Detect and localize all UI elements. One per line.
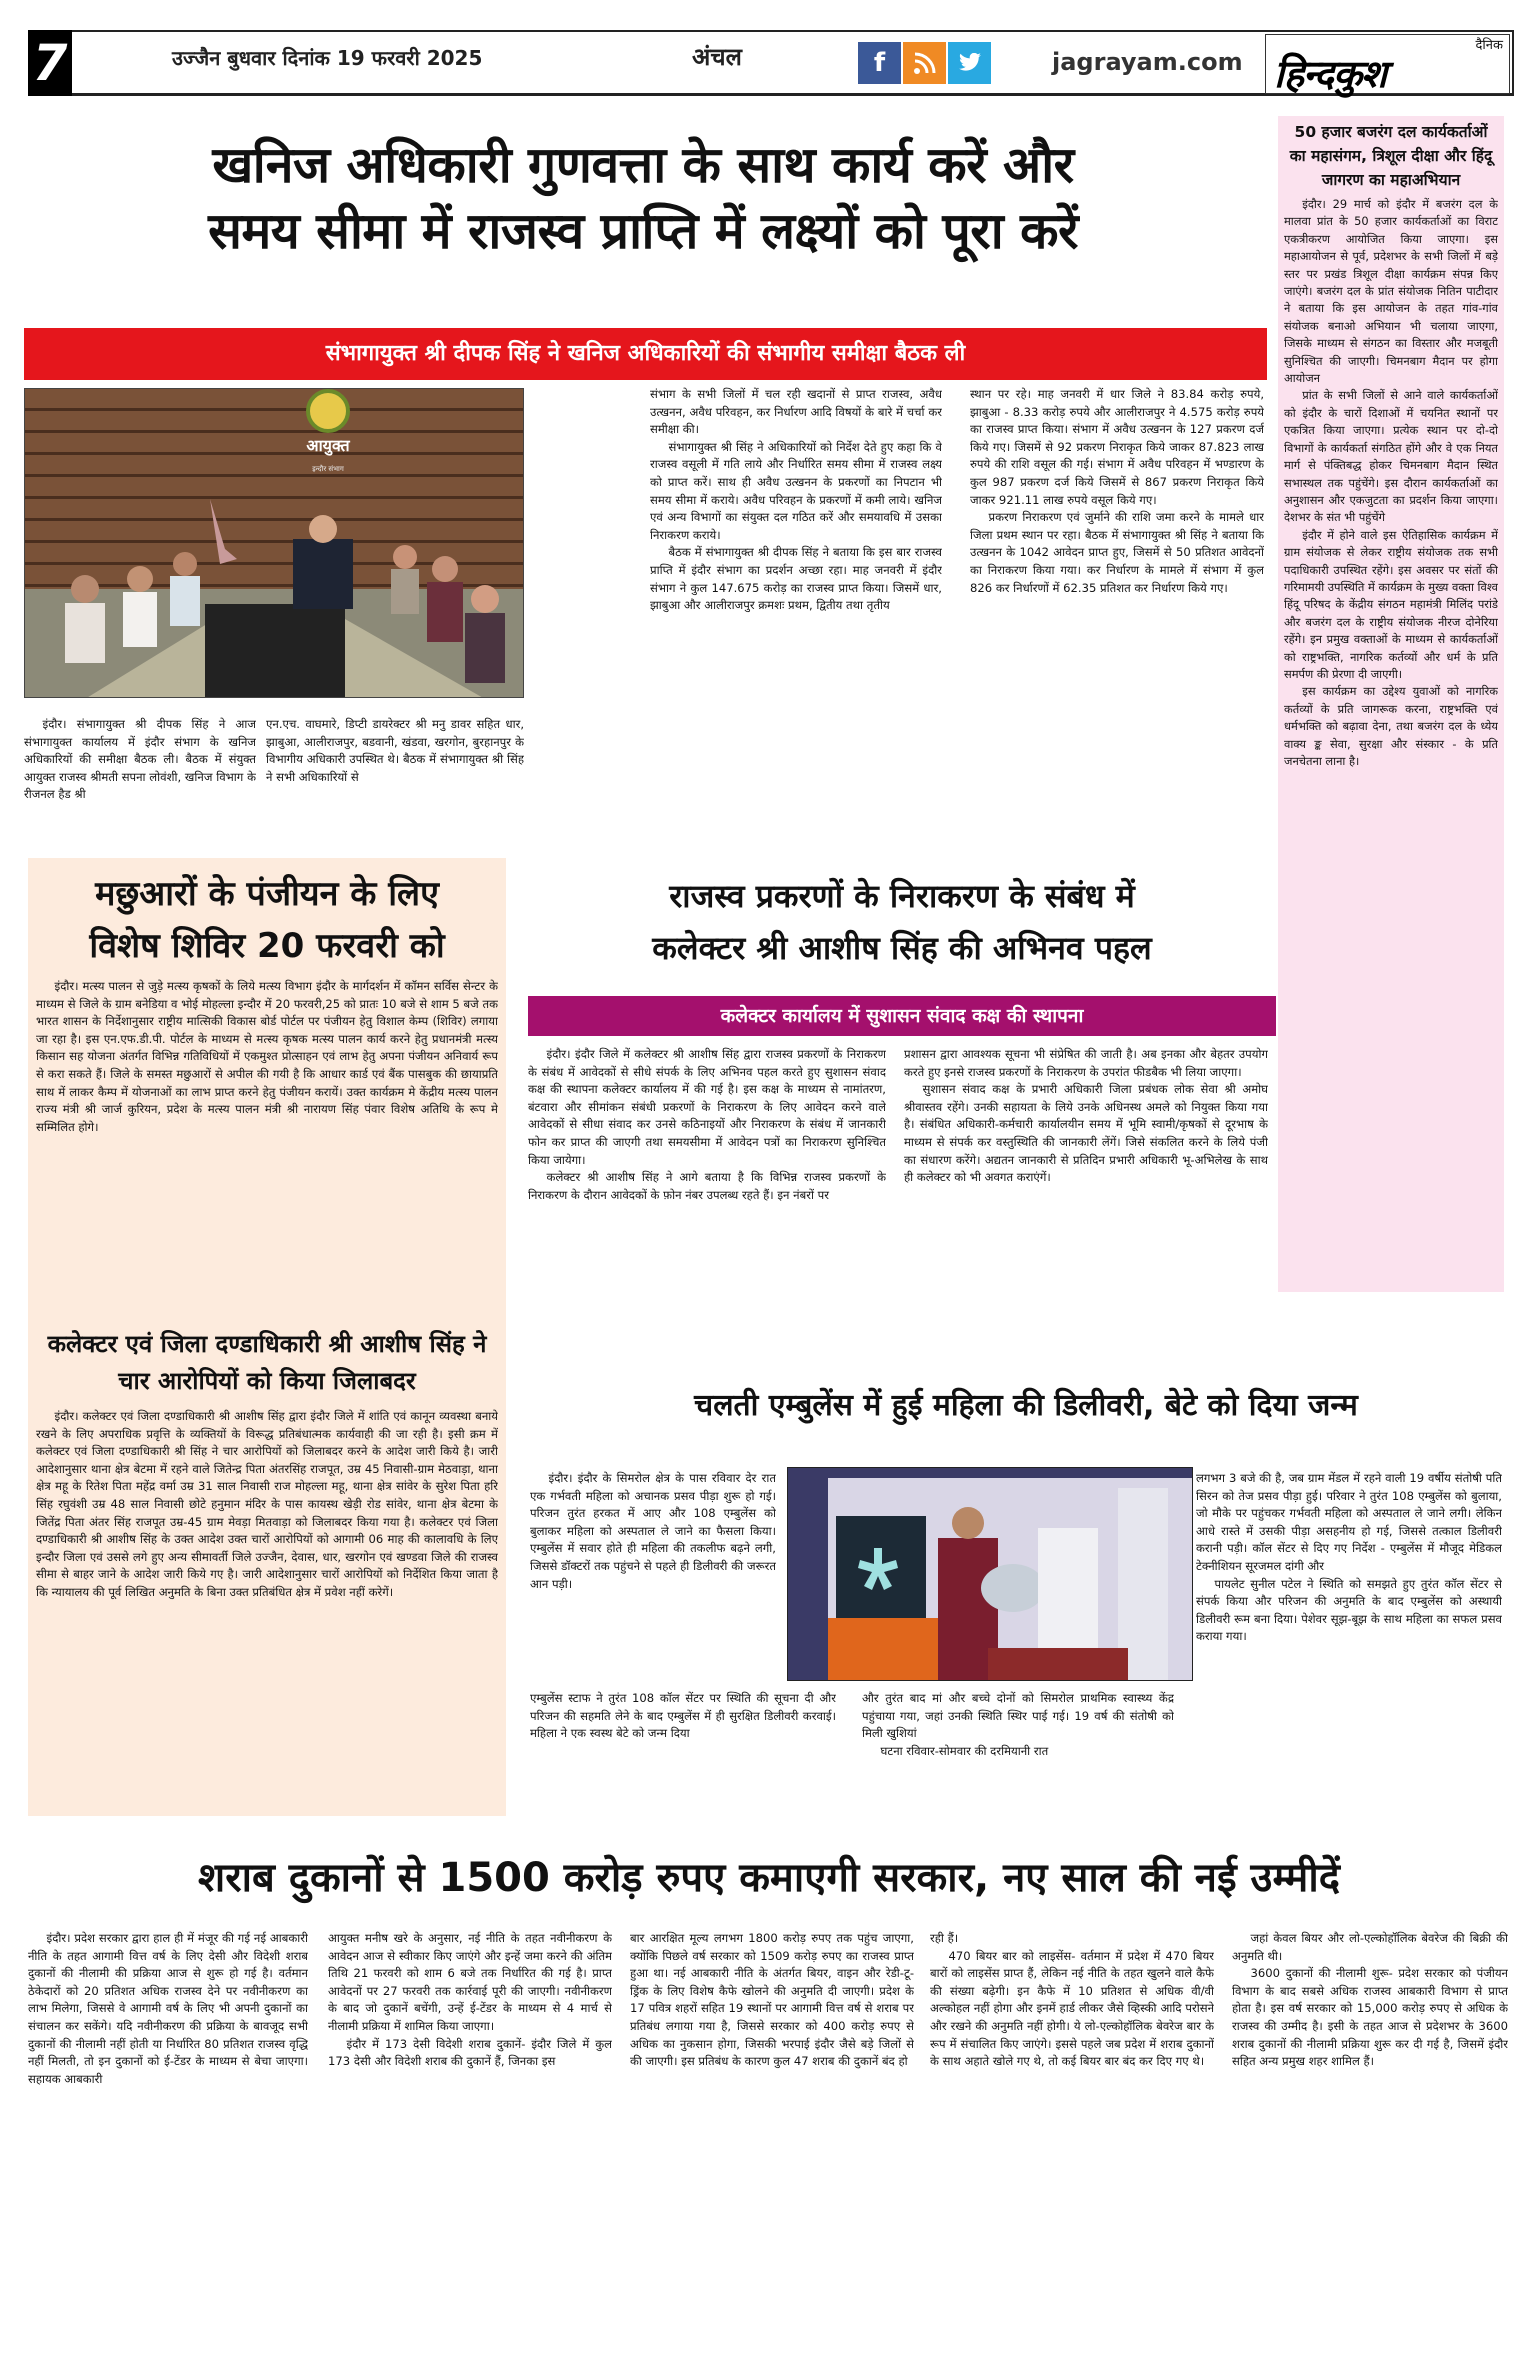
revenue-col-2 xyxy=(904,1046,1268,1187)
mining-col-1 xyxy=(24,716,256,804)
mining-para: इंदौर। संभागायुक्त श्री दीपक सिंह ने आज संभागायुक्त कार्यालय में इंदौर संभाग के खनिज अधिकारियों की समीक्षा बैठक ली। बैठक में संयुक्त आयुक्त राजस्व श्रीमती सपना लोवंशी, खनिज विभाग के रीजनल हैड श्री xyxy=(24,717,256,802)
bajrang-body xyxy=(1284,196,1498,1290)
mining-col-2 xyxy=(266,716,524,786)
bajrang-para: इंदौर में होने वाले इस ऐतिहासिक कार्यक्रम में ग्राम संयोजक से लेकर राष्ट्रीय संयोजक तक सभी पदाधिकारी उपस्थित रहेंगे। इस अवसर पर संतों की गरिमामयी उपस्थिति में कार्यक्रम के मुख्य वक्ता विश्व हिंदू परिषद के केंद्रीय संगठन महामंत्री मिलिंद परांडे और बजरंग दल के राष्ट्रीय संयोजक नीरज दोनेरिया रहेंगे। इन प्रमुख वक्ताओं के माध्यम से कार्यकर्ताओं को राष्ट्रभक्ति, नागरिक कर्तव्यों और धर्म के प्रति समर्पण की प्रेरणा दी जाएगी। xyxy=(1284,527,1498,681)
revenue-para: इंदौर। इंदौर जिले में कलेक्टर श्री आशीष सिंह द्वारा राजस्व प्रकरणों के निराकरण के संबंध में आवेदकों से सीधे संपर्क के लिए अभिनव पहल करते हुए सुशासन संवाद कक्ष की स्थापना कलेक्टर कार्यालय में की गई है। इस कक्ष के माध्यम से नामांतरण, बंटवारा और सीमांकन संबंधी प्रकरणों के निराकरण के लिए आवेदन करने वाले आवेदकों से सीधा संवाद कर उनसे कठिनाइयों और निराकरण के संबंध में जानकारी फोन कर प्राप्त की जाएगी तथा समयसीमा में आवेदन पत्रों का निराकरण सुनिश्चित किया जायेगा। xyxy=(528,1047,886,1167)
liquor-para: जहां केवल बियर और लो-एल्कोहॉलिक बेवरेज की बिक्री की अनुमति थी। xyxy=(1232,1931,1508,1963)
mining-col-4 xyxy=(970,386,1264,597)
fishermen-headline-line1: मछुआरों के पंजीयन के लिए xyxy=(95,874,439,914)
revenue-para: कलेक्टर श्री आशीष सिंह ने आगे बताया है कि विभिन्न राजस्व प्रकरणों के निराकरण के दौरान आवेदकों के फ़ोन नंबर उपलब्ध रहते हैं। इन नंबरों पर xyxy=(528,1170,886,1202)
revenue-headline-line1: राजस्व प्रकरणों के निराकरण के संबंध में xyxy=(669,877,1135,915)
revenue-para: प्रशासन द्वारा आवश्यक सूचना भी संप्रेषित की जाती है। अब इनका और बेहतर उपयोग करते हुए इनसे राजस्व प्रकरणों के निराकरण के उपरांत फीडबैक भी लिया जाएगा। xyxy=(904,1047,1268,1079)
facebook-icon[interactable]: f xyxy=(858,42,901,84)
ambulance-col-3 xyxy=(1196,1470,1502,1646)
liquor-col-2 xyxy=(328,1930,612,2071)
liquor-col-4 xyxy=(930,1930,1214,2071)
liquor-para: इंदौर में 173 देसी विदेशी शराब दुकानें- इंदौर जिले में कुल 173 देसी और विदेशी शराब की दुकानें हैं, जिनका इस xyxy=(328,2036,612,2069)
photo-sign: आयुक्त xyxy=(306,436,350,455)
mining-col-3 xyxy=(650,386,942,615)
logo-tag: दैनिक xyxy=(1475,38,1503,53)
mining-para: बैठक में संभागायुक्त श्री दीपक सिंह ने बताया कि इस बार राजस्व प्राप्ति में इंदौर संभाग का प्रदर्शन अच्छा रहा। माह जनवरी में इंदौर संभाग ने कुल 147.675 करोड़ का राजस्व प्राप्त किया। जिसमें धार, झाबुआ और आलीराजपुर क्रमशः प्रथम, द्वितीय तथा तृतीय xyxy=(650,545,942,613)
twitter-icon[interactable] xyxy=(948,42,991,84)
liquor-para: 3600 दुकानों की नीलामी शुरू- प्रदेश सरकार को पंजीयन विभाग के बाद सबसे अधिक राजस्व आबकारी विभाग से प्राप्त होता है। इस वर्ष सरकार को 15,000 करोड़ रुपए से अधिक के राजस्व की उम्मीद है। इसी के तहत आज से प्रदेशभर के 3600 शराब दुकानों की नीलामी प्रक्रिया शुरू कर दी गई है, जिसमें इंदौर सहित अन्य प्रमुख शहर शामिल हैं। xyxy=(1232,1966,1508,2069)
ambulance-col-1 xyxy=(530,1470,776,1593)
liquor-col-1 xyxy=(28,1930,308,2088)
ambulance-para: घटना रविवार-सोमवार की दरमियानी रात xyxy=(880,1743,1049,1758)
fishermen-para: इंदौर। मत्स्य पालन से जुड़े मत्स्य कृषकों के लिये मत्स्य विभाग इंदौर के मार्गदर्शन में कॉमन सर्विस सेन्टर के माध्यम से जिले के ग्राम बनेडिया व भोई मोहल्ला इन्दौर में 20 फरवरी,25 को प्रातः 10 बजे से शाम 5 बजे तक भारत शासन के निर्देशानुसार राष्ट्रीय मात्सिकी विकास बोर्ड पोर्टल पर पंजीयन हेतु विशाल केम्प (शिविर) लगाया जा रहा है। इस एन.एफ.डी.पी. पोर्टल के माध्यम से मत्स्य कृषक मत्स्य पालन कार्य करने हेतु प्रधानमंत्री मत्स्य किसान सह योजना अंतर्गत विभिन्न गतिविधियों में एकमुश्त प्रोत्साहन एवं लाभ हेतु अपना पंजीयन अनिवार्य रूप से करा सकते हैं। जिले के समस्त मछुआरों से अपील की गयी है कि आधार कार्ड एवं बैंक पासबुक की छायाप्रति साथ में लाकर कैम्प में योजनाओं का लाभ प्राप्त करने हेतु पंजीयन करायें। उक्त कार्यक्रम मे केंद्रीय मत्स्य पालन राज्य मंत्री श्री जार्ज कुरियन, प्रदेश के मत्स्य पालन मंत्री श्री नारायण सिंह पंवार विशेष अतिथि के रूप मे सम्मिलित होगे। xyxy=(36,979,498,1134)
mining-para: संभाग के सभी जिलों में चल रही खदानों से प्राप्त राजस्व, अवैध उत्खनन, अवैध परिवहन, कर निर्धारण आदि विषयों के बारे में चर्चा कर समीक्षा की। xyxy=(650,387,942,437)
ambulance-photo xyxy=(787,1467,1193,1681)
logo-name: हिन्दकुश xyxy=(1274,52,1386,96)
dateline: उज्जैन बुधवार दिनांक 19 फरवरी 2025 xyxy=(172,46,483,70)
ambulance-headline: चलती एम्बुलेंस में हुई महिला की डिलीवरी, बेटे को दिया जन्म xyxy=(694,1388,1358,1423)
mining-headline-line2: समय सीमा में राजस्व प्राप्ति में लक्ष्यों को पूरा करें xyxy=(208,202,1078,260)
liquor-para: बार आरक्षित मूल्य लगभग 1800 करोड़ रुपए तक पहुंच जाएगा, क्योंकि पिछले वर्ष सरकार को 1509 करोड़ रुपए का राजस्व प्राप्त हुआ था। नई आबकारी नीति के अंतर्गत बियर, वाइन और रेडी-टू-ड्रिंक के लिए विशेष कैफे खोलने की अनुमति दी जाएगी। प्रदेश के 17 पवित्र शहरों सहित 19 स्थानों पर आगामी वित्त वर्ष से शराब पर प्रतिबंध लगाया गया है, जिससे सरकार को 400 करोड़ रुपए से अधिक का नुकसान होगा, जिसकी भरपाई इंदौर जैसे बड़े जिलों से की जाएगी। इस प्रतिबंध के कारण कुल 47 शराब की दुकानें बंद हो xyxy=(630,1931,914,2069)
revenue-para: सुशासन संवाद कक्ष के प्रभारी अधिकारी जिला प्रबंधक लोक सेवा श्री अमोघ श्रीवास्तव रहेंगे। उनकी सहायता के लिये उनके अधिनस्थ अमले को नियुक्त किया गया है। संबंधित अधिकारी-कर्मचारी कार्यालयीन समय में भूमि स्वामी/कृषकों से दूरभाष के माध्यम से संपर्क कर वस्तुस्थिति की जानकारी लेंगें। जिसे संकलित करने के लिये पंजी का संधारण करेंगे। अद्यतन जानकारी से प्रतिदिन प्रभारी अधिकारी भू-अभिलेख के साथ ही कलेक्टर को भी अवगत कराएंगें। xyxy=(904,1082,1268,1185)
meeting-photo xyxy=(24,388,524,698)
exile-headline: कलेक्टर एवं जिला दण्डाधिकारी श्री आशीष सिंह ने चार आरोपियों को किया जिलाबदर xyxy=(47,1330,487,1395)
fishermen-body xyxy=(36,978,498,1136)
mining-headline-line1: खनिज अधिकारी गुणवत्ता के साथ कार्य करें और xyxy=(212,136,1074,194)
liquor-para: इंदौर। प्रदेश सरकार द्वारा हाल ही में मंजूर की गई नई आबकारी नीति के तहत आगामी वित्त वर्ष के लिए देसी और विदेशी शराब दुकानों की नीलामी की प्रक्रिया आज से शुरू हो गई है। वर्तमान ठेकेदारों को 20 प्रतिशत अधिक राजस्व देने पर नवीनीकरण का लाभ मिलेगा, जिससे वे आगामी वर्ष के लिए भी अपनी दुकानों का संचालन कर सकेंगे। यदि नवीनीकरण की प्रक्रिया के बावजूद सभी दुकानों की नीलामी नहीं होती या निर्धारित 80 प्रतिशत राजस्व वृद्धि नहीं मिलती, तो इन दुकानों को ई-टेंडर के माध्यम से बेचा जाएगा। सहायक आबकारी xyxy=(28,1931,308,2086)
fishermen-headline-line2: विशेष शिविर 20 फरवरी को xyxy=(89,926,445,966)
rss-icon[interactable] xyxy=(903,42,946,84)
revenue-col-1 xyxy=(528,1046,886,1204)
mining-para: एन.एच. वाघमारे, डिप्टी डायरेक्टर श्री मनु डावर सहित धार, झाबुआ, आलीराजपुर, बडवानी, खंडवा, खरगोन, बुरहानपुर के विभागीय अधिकारी उपस्थित थे। बैठक में संभागायुक्त श्री सिंह ने सभी अधिकारियों से xyxy=(266,717,524,784)
ambulance-para: लगभग 3 बजे की है, जब ग्राम मेंडल में रहने वाली 19 वर्षीय संतोषी पति सिरन को तेज प्रसव पीड़ा हुई। परिवार ने तुरंत 108 एम्बुलेंस को बुलाया, जो मौके पर पहुंचकर गर्भवती महिला को अस्पताल ले जाने लगी। लेकिन आधे रास्ते में उसकी पीड़ा असहनीय हो गई, जिससे तत्काल डिलीवरी करानी पड़ी। कॉल सेंटर से दिए गए निर्देश - एम्बुलेंस में मौजूद मेडिकल टेक्नीशियन सूरजमल दांगी और xyxy=(1196,1471,1502,1573)
mining-subhead: संभागायुक्त श्री दीपक सिंह ने खनिज अधिकारियों की संभागीय समीक्षा बैठक ली xyxy=(24,328,1267,380)
mining-para: संभागायुक्त श्री सिंह ने अधिकारियों को निर्देश देते हुए कहा कि वे राजस्व वसूली में गति लाये और निर्धारित समय सीमा में राजस्व लक्ष्य को प्राप्त करें। साथ ही अवैध उत्खनन के प्रकरणों का निपटान भी समय सीमा में कराये। अवैध परिवहन के प्रकरणों में कमी लाये। खनिज एवं अन्य विभागों का संयुक्त दल गठित करें और समयावधि में उसका निराकरण कराये। xyxy=(650,439,942,542)
bajrang-para: इस कार्यक्रम का उद्देश्य युवाओं को नागरिक कर्तव्यों के प्रति जागरूक करना, राष्ट्रभक्ति एवं धर्मभक्ति को बढ़ावा देना, तथा बजरंग दल के ध्येय वाक्य ङ्क सेवा, सुरक्षा और संस्कार - के प्रति जनचेतना लाना है। xyxy=(1284,684,1498,768)
revenue-subhead: कलेक्टर कार्यालय में सुशासन संवाद कक्ष की स्थापना xyxy=(528,996,1276,1036)
photo-subsign: इन्दौर संभाग xyxy=(312,465,344,473)
section-name: अंचल xyxy=(692,43,742,71)
ambulance-para: और तुरंत बाद मां और बच्चे दोनों को सिमरोल प्राथमिक स्वास्थ्य केंद्र पहुंचाया गया, जहां उनकी स्थिति स्थिर पाई गई। 19 वर्ष की संतोषी को मिली खुशियां xyxy=(862,1691,1174,1741)
liquor-col-3 xyxy=(630,1930,914,2071)
ambulance-para: एम्बुलेंस स्टाफ ने तुरंत 108 कॉल सेंटर पर स्थिति की सूचना दी और परिजन की सहमति लेने के बाद एम्बुलेंस में ही सुरक्षित डिलीवरी करवाई। महिला ने एक स्वस्थ बेटे को जन्म दिया xyxy=(530,1691,836,1741)
exile-para: इंदौर। कलेक्टर एवं जिला दण्डाधिकारी श्री आशीष सिंह द्वारा इंदौर जिले में शांति एवं कानून व्यवस्था बनाये रखने के लिए अपराधिक प्रवृत्ति के व्यक्तियों के विरूद्ध प्रतिबंधात्मक कार्यवाही की जा रही है। इसी क्रम में कलेक्टर एवं जिला दण्डाधिकारी श्री सिंह ने चार आरोपियों को जिलाबदर करने के आदेश जारी किये है। जारी आदेशानुसार थाना क्षेत्र बेटमा में रहने वाले जितेन्द्र पिता अंतरसिंह राजपूत, उम्र 45 निवासी-ग्राम मेठवाड़ा, थाना क्षेत्र महू के रितेश पिता महेंद्र वर्मा उम्र 31 साल निवासी राज मोहल्ला महू, थाना क्षेत्र सांवेर के सुरेश पिता हरि सिंह रघुवंशी उम्र 48 साल निवासी छोटे हनुमान मंदिर के पास कायस्थ खेड़ी रोड सांवेर, थाना क्षेत्र बेटमा के जितेंद्र पिता अंतर सिंह राजपूत उम्र-45 ग्राम मेवड़ा मितवाड़ा को जिलाबदर किया गया है। कलेक्टर एवं जिला दण्डाधिकारी श्री आशीष सिंह के उक्त आदेश उक्त चारों आरोपियों को आगामी 06 माह की कालावधि के लिए इन्दौर जिला एवं उससे लगे हुए अन्य सीमावर्ती जिले उज्जैन, देवास, धार, खरगोन एवं खण्डवा जिले की राजस्व सीमा से बाहर जाने के आदेश जारी किये गए है। जारी आदेशानुसार चारों आरोपियों को निर्देशित किया जाता है कि न्यायालय की पूर्व लिखित अनुमति के बिना उक्त प्रतिबंधित क्षेत्र में प्रवेश नहीं करेगें। xyxy=(36,1409,498,1599)
ambulance-para: इंदौर। इंदौर के सिमरोल क्षेत्र के पास रविवार देर रात एक गर्भवती महिला को अचानक प्रसव पीड़ा शुरू हो गई। परिजन तुरंत हरकत में आए और 108 एम्बुलेंस को बुलाकर महिला को अस्पताल ले जाने का फैसला किया। एम्बुलेंस में सवार होते ही महिला की तकलीफ बढ़ने लगी, जिससे डॉक्टरों तक पहुंचने से पहले ही डिलीवरी की जरूरत आन पड़ी। xyxy=(530,1471,776,1591)
bajrang-para: इंदौर। 29 मार्च को इंदौर में बजरंग दल के मालवा प्रांत के 50 हजार कार्यकर्ताओं का विराट एकत्रीकरण आयोजित किया जाएगा। इस महाआयोजन से पूर्व, प्रदेशभर के सभी जिलों में बड़े स्तर पर प्रखंड त्रिशूल दीक्षा कार्यक्रम संपन्न किए जाएंगे। बजरंग दल के प्रांत संयोजक नितिन पाटीदार ने बताया कि इस आयोजन के तहत गांव-गांव संयोजक बनाओ अभियान भी चलाया जाएगा, जिसके माध्यम से संगठन का विस्तार और मजबूती सुनिश्चित की जाएगी। चिमनबाग मैदान पर होगा आयोजन xyxy=(1284,197,1498,386)
page-number: 7 xyxy=(28,30,72,96)
mining-para: स्थान पर रहे। माह जनवरी में धार जिले ने 83.84 करोड़ रुपये, झाबुआ - 8.33 करोड़ रुपये और आलीराजपुर ने 4.575 करोड़ रुपये का राजस्व प्राप्त किया। संभाग में अवैध उत्खनन के 127 प्रकरण दर्ज किये गए। जिसमें से 92 प्रकरण निराकृत किये जाकर 87.823 लाख रुपये की राशि वसूल की गई। संभाग में अवैध परिवहन में भण्डारण के कुल 987 प्रकरण दर्ज किये जिसमें से 867 प्रकरण निराकृत किये जाकर 921.11 लाख रुपये वसूल किये गए। xyxy=(970,387,1264,507)
ambulance-para: पायलेट सुनील पटेल ने स्थिति को समझते हुए तुरंत कॉल सेंटर से संपर्क किया और परिजन की अनुमति के बाद एम्बुलेंस को अस्थायी डिलीवरी रूम बना दिया। पेशेवर सूझ-बूझ के साथ महिला का सफल प्रसव कराया गया। xyxy=(1196,1576,1502,1644)
social-links xyxy=(858,42,991,84)
ambulance-col-2 xyxy=(862,1690,1174,1760)
website-link[interactable]: jagrayam.com xyxy=(1052,48,1243,76)
revenue-headline-line2: कलेक्टर श्री आशीष सिंह की अभिनव पहल xyxy=(652,929,1152,967)
liquor-headline: शराब दुकानों से 1500 करोड़ रुपए कमाएगी सरकार, नए साल की नई उम्मीदें xyxy=(198,1855,1340,1901)
newspaper-logo xyxy=(1265,34,1510,94)
liquor-para: 470 बियर बार को लाइसेंस- वर्तमान में प्रदेश में 470 बियर बारों को लाइसेंस प्राप्त हैं, लेकिन नई नीति के तहत खुलने वाले कैफे की संख्या बढ़ेगी। इन कैफे में 10 प्रतिशत से अधिक वी/वी अल्कोहल नहीं होगा और इनमें हार्ड लीकर जैसे व्हिस्की आदि परोसने और रखने की अनुमति नहीं होगी। ये लो-एल्कोहॉलिक बेवरेज बार के रूप में संचालित किए जाएंगे। इससे पहले जब प्रदेश में शराब दुकानों के साथ अहाते खोले गए थे, तो कई बियर बार बंद कर दिए गए थे। xyxy=(930,1948,1214,2069)
mining-headline xyxy=(28,132,1258,264)
revenue-headline xyxy=(528,870,1276,974)
exile-body xyxy=(36,1408,498,1602)
liquor-para: आयुक्त मनीष खरे के अनुसार, नई नीति के तहत नवीनीकरण के आवेदन आज से स्वीकार किए जाएंगे और इन्हें जमा करने की अंतिम तिथि 21 फरवरी को शाम 6 बजे तक निर्धारित की गई है। प्राप्त आवेदनों पर 27 फरवरी तक कार्रवाई पूरी की जाएगी। नवीनीकरण के बाद जो दुकानें बचेंगी, उन्हें ई-टेंडर के माध्यम से 4 मार्च से नीलामी प्रक्रिया में शामिल किया जाएगा। xyxy=(328,1931,612,2033)
fishermen-headline xyxy=(36,868,498,972)
bajrang-headline: 50 हजार बजरंग दल कार्यकर्ताओं का महासंगम, त्रिशूल दीक्षा और हिंदू जागरण का महाअभियान xyxy=(1289,123,1493,189)
liquor-col-5 xyxy=(1232,1930,1508,2071)
liquor-para: रही हैं। xyxy=(930,1931,959,1945)
mining-para: प्रकरण निराकरण एवं जुर्माने की राशि जमा करने के मामले धार जिला प्रथम स्थान पर रहा। बैठक में संभागायुक्त श्री सिंह ने बताया कि उत्खनन के 1042 आवेदन प्राप्त हुए, जिसमें से 50 प्रतिशत आवेदनों का निराकरण किया गया। कर निर्धारण के मामले में संभाग में कुल 826 कर निर्धारणों में 62.35 प्रतिशत कर निर्धारण किये गए। xyxy=(970,510,1264,595)
bajrang-para: प्रांत के सभी जिलों से आने वाले कार्यकर्ताओं को इंदौर के चारों दिशाओं में चयनित स्थानों पर एकत्रित किया जाएगा। प्रत्येक स्थान पर दो-दो विभागों के कार्यकर्ता संगठित होंगे और वे एक नियत मार्ग से पंक्तिबद्ध होकर चिमनबाग मैदान स्थित सभास्थल तक पहुंचेंगे। इस दौरान कार्यकर्ताओं का अनुशासन और एकजुटता का प्रदर्शन किया जाएगा। देशभर के संत भी पहुंचेंगे xyxy=(1284,388,1498,525)
ambulance-col-1-bottom xyxy=(530,1690,836,1743)
